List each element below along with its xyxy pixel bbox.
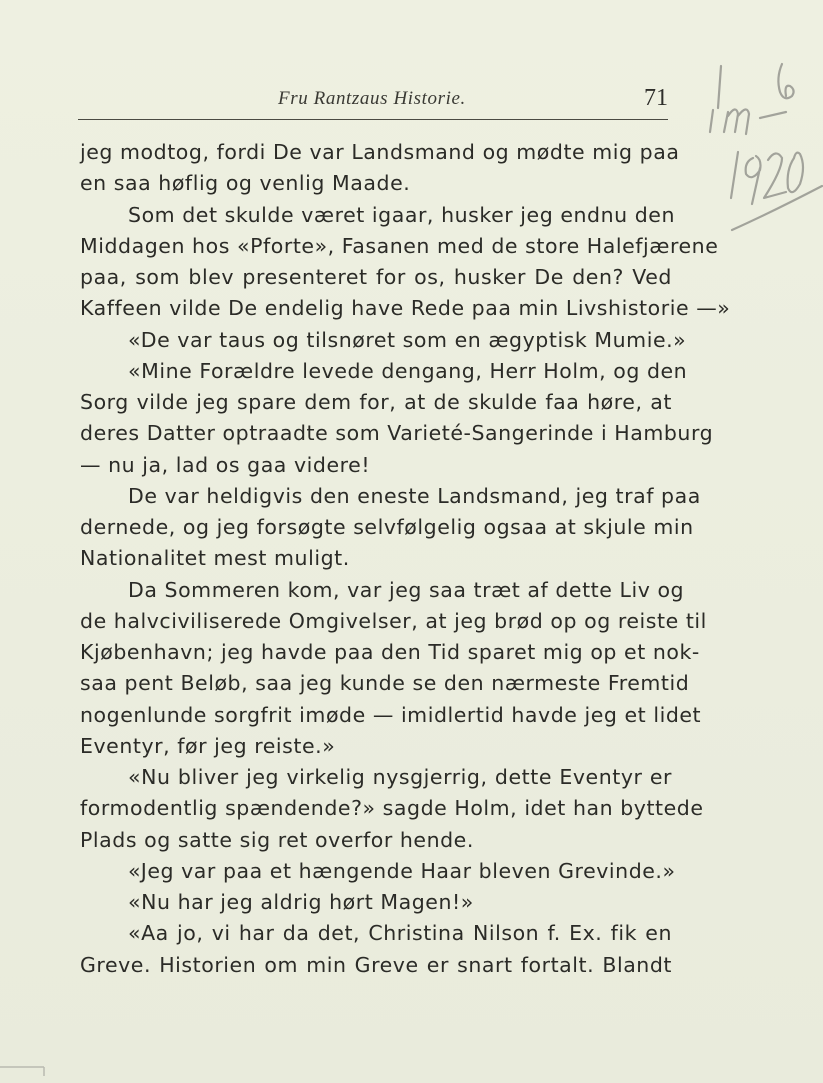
text-line: «Nu har jeg aldrig hørt Magen!» <box>128 890 474 914</box>
text-line: «Nu bliver jeg virkelig nysgjerrig, dette Eventyr er <box>128 765 672 789</box>
body-text <box>80 137 731 981</box>
running-title: Fru Rantzaus Historie. <box>278 88 466 109</box>
running-head <box>78 84 668 122</box>
text-line: De var heldigvis den eneste Landsmand, jeg traf paa <box>128 483 701 508</box>
text-line: paa, som blev presenteret for os, husker De den? Ved <box>80 265 672 289</box>
header-rule <box>78 119 668 120</box>
pencil-stroke <box>746 156 761 204</box>
text-line: Kaffeen vilde De endelig have Rede paa min Livshistorie —» <box>80 296 731 321</box>
text-line: Plads og satte sig ret overfor hende. <box>80 827 474 852</box>
text-line: «Jeg var paa et hængende Haar bleven Grevinde.» <box>128 858 676 883</box>
text-line: deres Datter optraadte som Varieté-Sangerinde i Hamburg <box>80 421 714 446</box>
text-line: Eventyr, før jeg reiste.» <box>80 733 336 758</box>
text-line: de halvciviliserede Omgivelser, at jeg brød op og reiste til <box>80 608 707 633</box>
text-line: — nu ja, lad os gaa videre! <box>80 452 371 477</box>
page-number: 71 <box>644 85 668 111</box>
text-line: «Aa jo, vi har da det, Christina Nilson f. Ex. fik en <box>128 921 672 946</box>
pencil-stroke <box>724 109 749 134</box>
pencil-stroke <box>788 153 803 193</box>
text-line: nogenlunde sorgfrit imøde — imidlertid havde jeg et lidet <box>80 702 702 727</box>
text-line: Nationalitet mest muligt. <box>80 546 350 571</box>
text-line: jeg modtog, fordi De var Landsmand og mødte mig paa <box>80 140 680 164</box>
text-line: Middagen hos «Pforte», Fasanen med de store Halefjærene <box>80 233 719 258</box>
pencil-stroke <box>778 64 793 98</box>
text-line: «Mine Forældre levede dengang, Herr Holm, og den <box>128 358 688 383</box>
pencil-stroke <box>760 112 786 118</box>
text-line: en saa høflig og venlig Maade. <box>80 171 411 196</box>
text-line: Som det skulde været igaar, husker jeg endnu den <box>128 202 676 227</box>
pencil-stroke <box>710 110 713 132</box>
edge-mark <box>0 1064 46 1076</box>
text-line: Kjøbenhavn; jeg havde paa den Tid sparet mig op et nok- <box>80 640 700 664</box>
pencil-stroke <box>764 153 786 198</box>
text-line: Greve. Historien om min Greve er snart fortalt. Blandt <box>80 952 672 977</box>
pencil-stroke <box>732 186 822 230</box>
pencil-stroke <box>731 152 738 198</box>
text-line: «De var taus og tilsnøret som en ægyptisk Mumie.» <box>128 327 687 352</box>
text-line: Sorg vilde jeg spare dem for, at de skulde faa høre, at <box>80 390 672 414</box>
text-line: formodentlig spændende?» sagde Holm, idet han byttede <box>80 796 704 821</box>
text-line: Da Sommeren kom, var jeg saa træt af dette Liv og <box>128 577 685 602</box>
text-line: dernede, og jeg forsøgte selvfølgelig ogsaa at skjule min <box>80 515 694 539</box>
text-line: saa pent Beløb, saa jeg kunde se den nærmeste Fremtid <box>80 671 690 696</box>
pencil-stroke <box>718 66 721 108</box>
